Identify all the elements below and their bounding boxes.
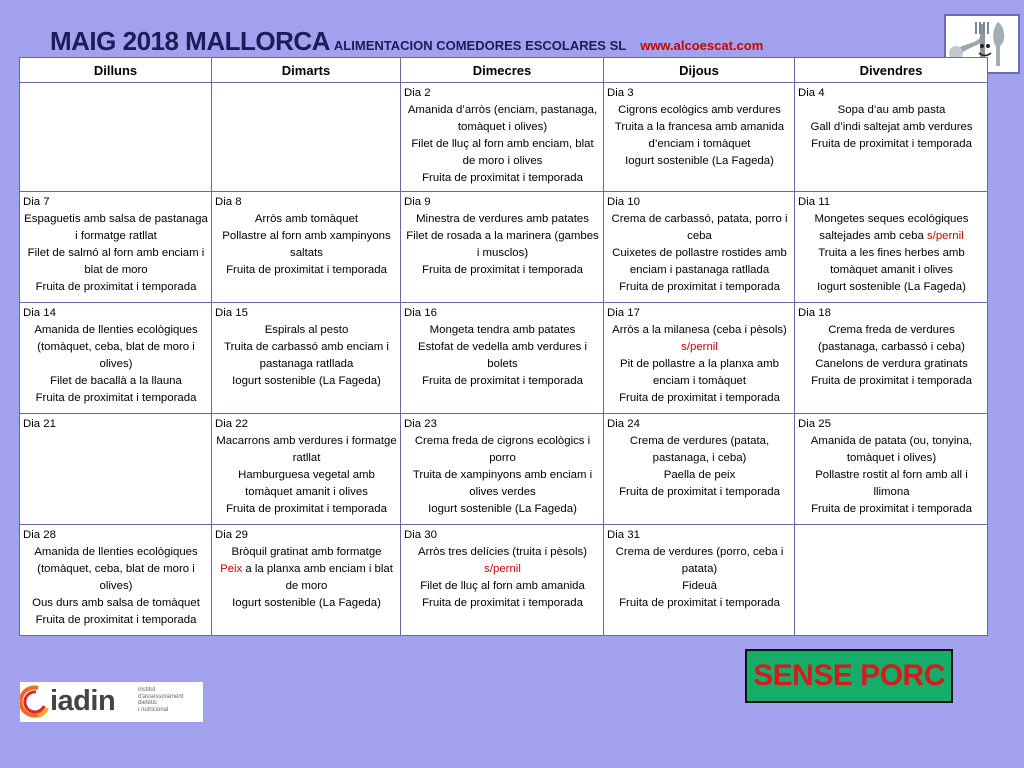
day-number: Dia 7 bbox=[23, 196, 50, 208]
dish-text: Canelons de verdura gratinats bbox=[815, 358, 968, 370]
day-number: Dia 10 bbox=[607, 196, 640, 208]
day-number: Dia 14 bbox=[23, 307, 56, 319]
day-cell bbox=[212, 414, 401, 525]
day-cell bbox=[20, 83, 212, 192]
dish-text: Truita de carbassó amb enciam i pastanaga ratllada bbox=[224, 341, 389, 370]
dish-text: Crema freda de cigrons ecològics i porro bbox=[414, 435, 591, 464]
dish-text: Iogurt sostenible (La Fageda) bbox=[428, 503, 577, 515]
dish-text: Iogurt sostenible (La Fageda) bbox=[232, 375, 381, 387]
weekday-monday: Dilluns bbox=[20, 58, 212, 83]
dish-text: Amanida de llenties ecològiques (tomàquet, ceba, blat de moro i olives) bbox=[34, 324, 198, 370]
iadin-subtitle bbox=[138, 687, 202, 713]
dish-line bbox=[23, 279, 209, 296]
dish-text: Fruita de proximitat i temporada bbox=[811, 503, 972, 515]
dish-text: Truita de xampinyons amb enciam i olives verdes bbox=[412, 469, 593, 498]
dish-text: Bròquil gratinat amb formatge bbox=[231, 546, 382, 558]
day-cell bbox=[795, 192, 988, 303]
iadin-ring-icon bbox=[20, 682, 50, 722]
dish-line bbox=[607, 245, 792, 279]
dish-line bbox=[798, 356, 985, 373]
dish-text: Arròs amb tomàquet bbox=[254, 213, 359, 225]
day-number: Dia 28 bbox=[23, 529, 56, 541]
dish-text: Fruita de proximitat i temporada bbox=[811, 375, 972, 387]
day-number: Dia 11 bbox=[798, 196, 831, 208]
dish-text: Fruita de proximitat i temporada bbox=[619, 392, 780, 404]
dish-line bbox=[23, 322, 209, 373]
dish-line bbox=[23, 373, 209, 390]
title-company: ALIMENTACION COMEDORES ESCOLARES SL bbox=[333, 38, 627, 53]
weekday-tuesday: Dimarts bbox=[212, 58, 401, 83]
day-number: Dia 15 bbox=[215, 307, 248, 319]
dish-text: a la planxa amb enciam i blat de moro bbox=[242, 563, 393, 592]
dish-line bbox=[23, 612, 209, 629]
dish-text: Iogurt sostenible (La Fageda) bbox=[625, 155, 774, 167]
dish-text: Fruita de proximitat i temporada bbox=[35, 281, 197, 293]
day-cell bbox=[212, 525, 401, 636]
dish-text: Fruita de proximitat i temporada bbox=[422, 375, 583, 387]
day-cell bbox=[212, 83, 401, 192]
dish-text: Amanida de llenties ecològiques (tomàquet, ceba, blat de moro i olives) bbox=[34, 546, 198, 592]
dish-text: Sopa d’au amb pasta bbox=[837, 104, 946, 116]
dish-line bbox=[23, 211, 209, 245]
day-cell bbox=[795, 525, 988, 636]
iadin-sub-line: d’assessorament bbox=[138, 693, 184, 700]
day-cell bbox=[401, 303, 604, 414]
day-cell bbox=[401, 192, 604, 303]
dish-line bbox=[607, 102, 792, 119]
dish-text: Truita a les fines herbes amb tomàquet amanit i olives bbox=[818, 247, 965, 276]
dish-text: Macarrons amb verdures i formatge ratllat bbox=[216, 435, 397, 464]
dish-line bbox=[607, 356, 792, 390]
dish-line bbox=[23, 595, 209, 612]
dish-line bbox=[798, 467, 985, 501]
dish-text: Fruita de proximitat i temporada bbox=[811, 138, 972, 150]
week-row bbox=[20, 525, 988, 636]
day-number: Dia 16 bbox=[404, 307, 437, 319]
dish-line bbox=[215, 501, 398, 518]
dish-text: Paella de peix bbox=[663, 469, 736, 481]
dish-line bbox=[404, 578, 601, 595]
dish-text: Crema de verdures (patata, pastanaga, i ceba) bbox=[629, 435, 770, 464]
dish-text: Fideuà bbox=[682, 580, 717, 592]
dish-text: Arròs tres delícies (truita i pèsols) bbox=[417, 546, 587, 558]
day-number: Dia 31 bbox=[607, 529, 640, 541]
dish-line bbox=[404, 228, 601, 262]
dish-line bbox=[798, 433, 985, 467]
dish-line bbox=[215, 262, 398, 279]
dish-line bbox=[607, 578, 792, 595]
dish-text: Pit de pollastre a la planxa amb enciam i tomàquet bbox=[620, 358, 779, 387]
dish-line bbox=[404, 339, 601, 373]
dish-line bbox=[798, 279, 985, 296]
dish-text: Mongeta tendra amb patates bbox=[429, 324, 576, 336]
dish-line bbox=[798, 373, 985, 390]
weekday-header-row bbox=[20, 58, 988, 83]
dish-line bbox=[798, 501, 985, 518]
dish-text: Filet de lluç al forn amb enciam, blat de moro i olives bbox=[411, 138, 594, 167]
dish-text: Fruita de proximitat i temporada bbox=[422, 264, 583, 276]
dish-line bbox=[404, 501, 601, 518]
dish-line bbox=[404, 595, 601, 612]
dish-text: Filet de bacallà a la llauna bbox=[50, 375, 182, 387]
dish-text: Fruita de proximitat i temporada bbox=[35, 614, 197, 626]
dish-text: Crema freda de verdures (pastanaga, carbassó i ceba) bbox=[818, 324, 965, 353]
website-link[interactable]: www.alcoescat.com bbox=[640, 38, 764, 53]
dish-text: Arròs a la milanesa (ceba i pèsols) bbox=[612, 324, 787, 336]
dish-line bbox=[215, 211, 398, 228]
dish-text: Pollastre rostit al forn amb all i llimona bbox=[815, 469, 968, 498]
dish-note-red: s/pernil bbox=[681, 341, 718, 353]
dish-text: Espaguetis amb salsa de pastanaga i formatge ratllat bbox=[24, 213, 208, 242]
day-number: Dia 2 bbox=[404, 87, 431, 99]
dish-line bbox=[404, 211, 601, 228]
day-number: Dia 23 bbox=[404, 418, 437, 430]
dish-text: Cigrons ecològics amb verdures bbox=[618, 104, 781, 116]
page-title bbox=[50, 26, 763, 57]
title-month-location: MAIG 2018 MALLORCA bbox=[50, 26, 330, 56]
dish-text: Filet de rosada a la marinera (gambes i musclos) bbox=[406, 230, 599, 259]
dish-line bbox=[798, 322, 985, 356]
dish-line bbox=[215, 467, 398, 501]
dish-text: Hamburguesa vegetal amb tomàquet amanit i olives bbox=[238, 469, 375, 498]
day-number: Dia 30 bbox=[404, 529, 437, 541]
week-row bbox=[20, 192, 988, 303]
dish-line bbox=[607, 544, 792, 578]
dish-line bbox=[215, 373, 398, 390]
day-cell bbox=[795, 414, 988, 525]
dish-text: Fruita de proximitat i temporada bbox=[35, 392, 197, 404]
dish-line bbox=[798, 211, 985, 245]
day-number: Dia 22 bbox=[215, 418, 248, 430]
dish-text: Crema de verdures (porro, ceba i patata) bbox=[615, 546, 784, 575]
dish-note-red: Peix bbox=[220, 563, 243, 575]
day-number: Dia 9 bbox=[404, 196, 431, 208]
day-number: Dia 3 bbox=[607, 87, 634, 99]
dish-line bbox=[215, 595, 398, 612]
dish-text: Fruita de proximitat i temporada bbox=[422, 597, 583, 609]
dish-line bbox=[798, 119, 985, 136]
day-number: Dia 8 bbox=[215, 196, 242, 208]
dish-text: Gall d’indi saltejat amb verdures bbox=[810, 121, 973, 133]
day-cell bbox=[20, 414, 212, 525]
day-cell bbox=[20, 525, 212, 636]
sense-porc-label: SENSE PORC bbox=[753, 659, 945, 692]
dish-line bbox=[215, 544, 398, 561]
day-cell bbox=[604, 303, 795, 414]
dish-text: Fruita de proximitat i temporada bbox=[619, 597, 780, 609]
iadin-wordmark: iadin bbox=[50, 685, 116, 717]
dish-text: Fruita de proximitat i temporada bbox=[619, 486, 780, 498]
day-number: Dia 29 bbox=[215, 529, 248, 541]
dish-text: Minestra de verdures amb patates bbox=[416, 213, 589, 225]
day-cell bbox=[604, 414, 795, 525]
dish-text: Iogurt sostenible (La Fageda) bbox=[232, 597, 381, 609]
dish-text: Fruita de proximitat i temporada bbox=[619, 281, 780, 293]
day-number: Dia 17 bbox=[607, 307, 640, 319]
dish-line bbox=[215, 339, 398, 373]
day-cell bbox=[795, 303, 988, 414]
dish-line bbox=[798, 136, 985, 153]
dish-text: Truita a la francesa amb amanida d’enciam i tomàquet bbox=[614, 121, 785, 150]
iadin-sub-line: institut bbox=[138, 687, 156, 693]
dish-line bbox=[215, 322, 398, 339]
day-number: Dia 24 bbox=[607, 418, 640, 430]
day-number: Dia 21 bbox=[23, 418, 56, 430]
week-row bbox=[20, 303, 988, 414]
day-cell bbox=[401, 525, 604, 636]
dish-text: Estofat de vedella amb verdures i bolets bbox=[417, 341, 588, 370]
dish-text: Fruita de proximitat i temporada bbox=[226, 503, 387, 515]
dish-text: Amanida d’arròs (enciam, pastanaga, tomàquet i olives) bbox=[407, 104, 598, 133]
day-cell bbox=[604, 83, 795, 192]
dish-line bbox=[404, 373, 601, 390]
iadin-sub-line: dietètic bbox=[138, 700, 158, 706]
dish-line bbox=[607, 467, 792, 484]
week-row bbox=[20, 414, 988, 525]
day-cell bbox=[604, 192, 795, 303]
dish-line bbox=[404, 102, 601, 136]
day-cell bbox=[20, 303, 212, 414]
dish-text: Fruita de proximitat i temporada bbox=[422, 172, 583, 184]
dish-text: Fruita de proximitat i temporada bbox=[226, 264, 387, 276]
day-cell bbox=[401, 414, 604, 525]
iadin-sub-line: i nutricional bbox=[138, 706, 169, 713]
dish-text: Cuixetes de pollastre rostides amb enciam i pastanaga ratllada bbox=[612, 247, 787, 276]
day-cell bbox=[401, 83, 604, 192]
weekday-wednesday: Dimecres bbox=[401, 58, 604, 83]
menu-calendar bbox=[19, 57, 988, 636]
dish-line bbox=[798, 102, 985, 119]
day-number: Dia 18 bbox=[798, 307, 831, 319]
week-row bbox=[20, 83, 988, 192]
dish-line bbox=[607, 595, 792, 612]
dish-line bbox=[23, 390, 209, 407]
dish-text: Ous durs amb salsa de tomàquet bbox=[32, 597, 200, 609]
sense-porc-badge bbox=[745, 649, 953, 703]
dish-line bbox=[404, 322, 601, 339]
day-cell bbox=[604, 525, 795, 636]
dish-text: Pollastre al forn amb xampinyons saltats bbox=[222, 230, 391, 259]
dish-line bbox=[607, 433, 792, 467]
dish-line bbox=[607, 322, 792, 356]
dish-note-red: s/pernil bbox=[926, 230, 964, 242]
dish-line bbox=[404, 136, 601, 170]
dish-line bbox=[404, 433, 601, 467]
dish-line bbox=[607, 279, 792, 296]
day-cell bbox=[212, 303, 401, 414]
day-cell bbox=[795, 83, 988, 192]
dish-line bbox=[23, 245, 209, 279]
dish-line bbox=[798, 245, 985, 279]
day-cell bbox=[20, 192, 212, 303]
dish-note-red: s/pernil bbox=[484, 563, 521, 575]
dish-text: Iogurt sostenible (La Fageda) bbox=[817, 281, 966, 293]
dish-line bbox=[607, 153, 792, 170]
dish-line bbox=[404, 262, 601, 279]
dish-line bbox=[215, 433, 398, 467]
dish-line bbox=[607, 484, 792, 501]
dish-text: Crema de carbassó, patata, porro i ceba bbox=[611, 213, 788, 242]
dish-text: Filet de lluç al forn amb amanida bbox=[420, 580, 585, 592]
dish-text: Filet de salmó al forn amb enciam i blat de moro bbox=[27, 247, 205, 276]
day-number: Dia 25 bbox=[798, 418, 831, 430]
day-cell bbox=[212, 192, 401, 303]
weekday-thursday: Dijous bbox=[604, 58, 795, 83]
dish-line bbox=[404, 170, 601, 187]
iadin-logo bbox=[20, 682, 203, 722]
dish-text: Mongetes seques ecològiques saltejades amb ceba bbox=[814, 213, 969, 242]
weekday-friday: Divendres bbox=[795, 58, 988, 83]
menu-weeks bbox=[20, 83, 988, 636]
day-number: Dia 4 bbox=[798, 87, 825, 99]
dish-line bbox=[23, 544, 209, 595]
dish-line bbox=[215, 228, 398, 262]
dish-text: Amanida de patata (ou, tonyina, tomàquet i olives) bbox=[810, 435, 973, 464]
dish-line bbox=[607, 390, 792, 407]
dish-line bbox=[215, 561, 398, 595]
dish-line bbox=[404, 467, 601, 501]
dish-text: Espirals al pesto bbox=[264, 324, 349, 336]
dish-line bbox=[404, 544, 601, 578]
dish-line bbox=[607, 211, 792, 245]
dish-line bbox=[607, 119, 792, 153]
